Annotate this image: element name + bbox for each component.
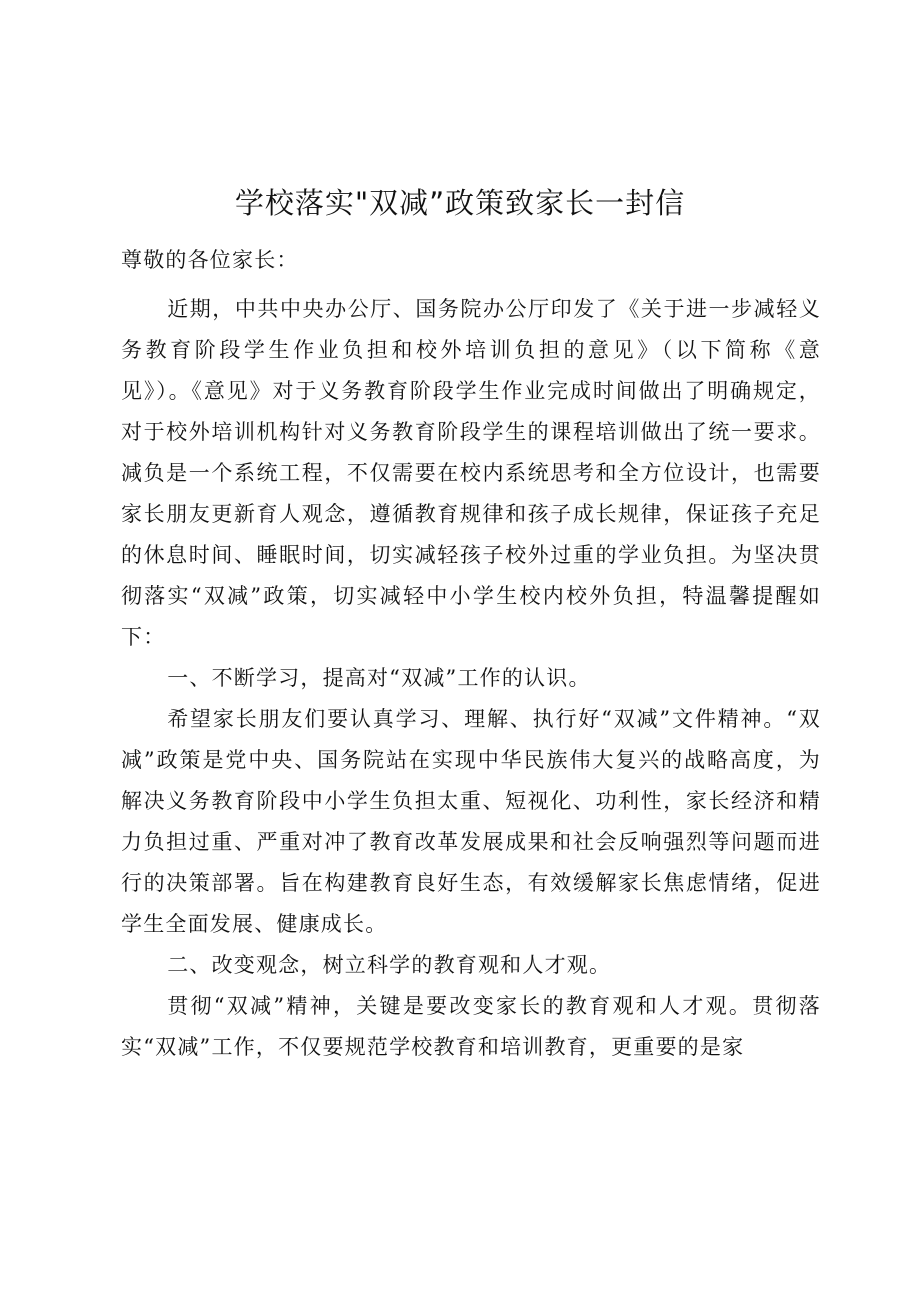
document-title: 学校落实"双减”政策致家长一封信 [234, 186, 686, 220]
section-heading-2: 二、改变观念，树立科学的教育观和人才观。 [167, 953, 612, 977]
paragraph-intro: 近期，中共中央办公厅、国务院办公厅印发了《关于进一步减轻义务教育阶段学生作业负担和校外培训负担的意见》（以下简称《意见》）。《意见》对于义务教育阶段学生作业完成时间做出了明确规定，对于校外培训机构针对义务教育阶段学生的课程培训做出了统一要求。减负是一个系统工程，不仅需要在校内系统思考和全方位设计，也需要家长朋友更新育人观念，遵循教育规律和孩子成长规律，保证孩子充足的休息时间、睡眠时间，切实减轻孩子校外过重的学业负担。为坚决贯彻落实“双减”政策，切实减轻中小学生校内校外负担，特温馨提醒如下： [121, 297, 821, 649]
letter-body [121, 240, 821, 1068]
section-heading-1: 一、不断学习，提高对“双减”工作的认识。 [167, 666, 591, 690]
paragraph-section-2: 贯彻“双减”精神，关键是要改变家长的教育观和人才观。贯彻落实“双减”工作，不仅要规范学校教育和培训教育，更重要的是家 [121, 994, 821, 1059]
salutation: 尊敬的各位家长： [121, 248, 299, 272]
paragraph-section-1: 希望家长朋友们要认真学习、理解、执行好“双减”文件精神。“双减”政策是党中央、国务院站在实现中华民族伟大复兴的战略高度，为解决义务教育阶段中小学生负担太重、短视化、功利性，家长经济和精力负担过重、严重对冲了教育改革发展成果和社会反响强烈等问题而进行的决策部署。旨在构建教育良好生态，有效缓解家长焦虑情绪，促进学生全面发展、健康成长。 [121, 707, 821, 936]
